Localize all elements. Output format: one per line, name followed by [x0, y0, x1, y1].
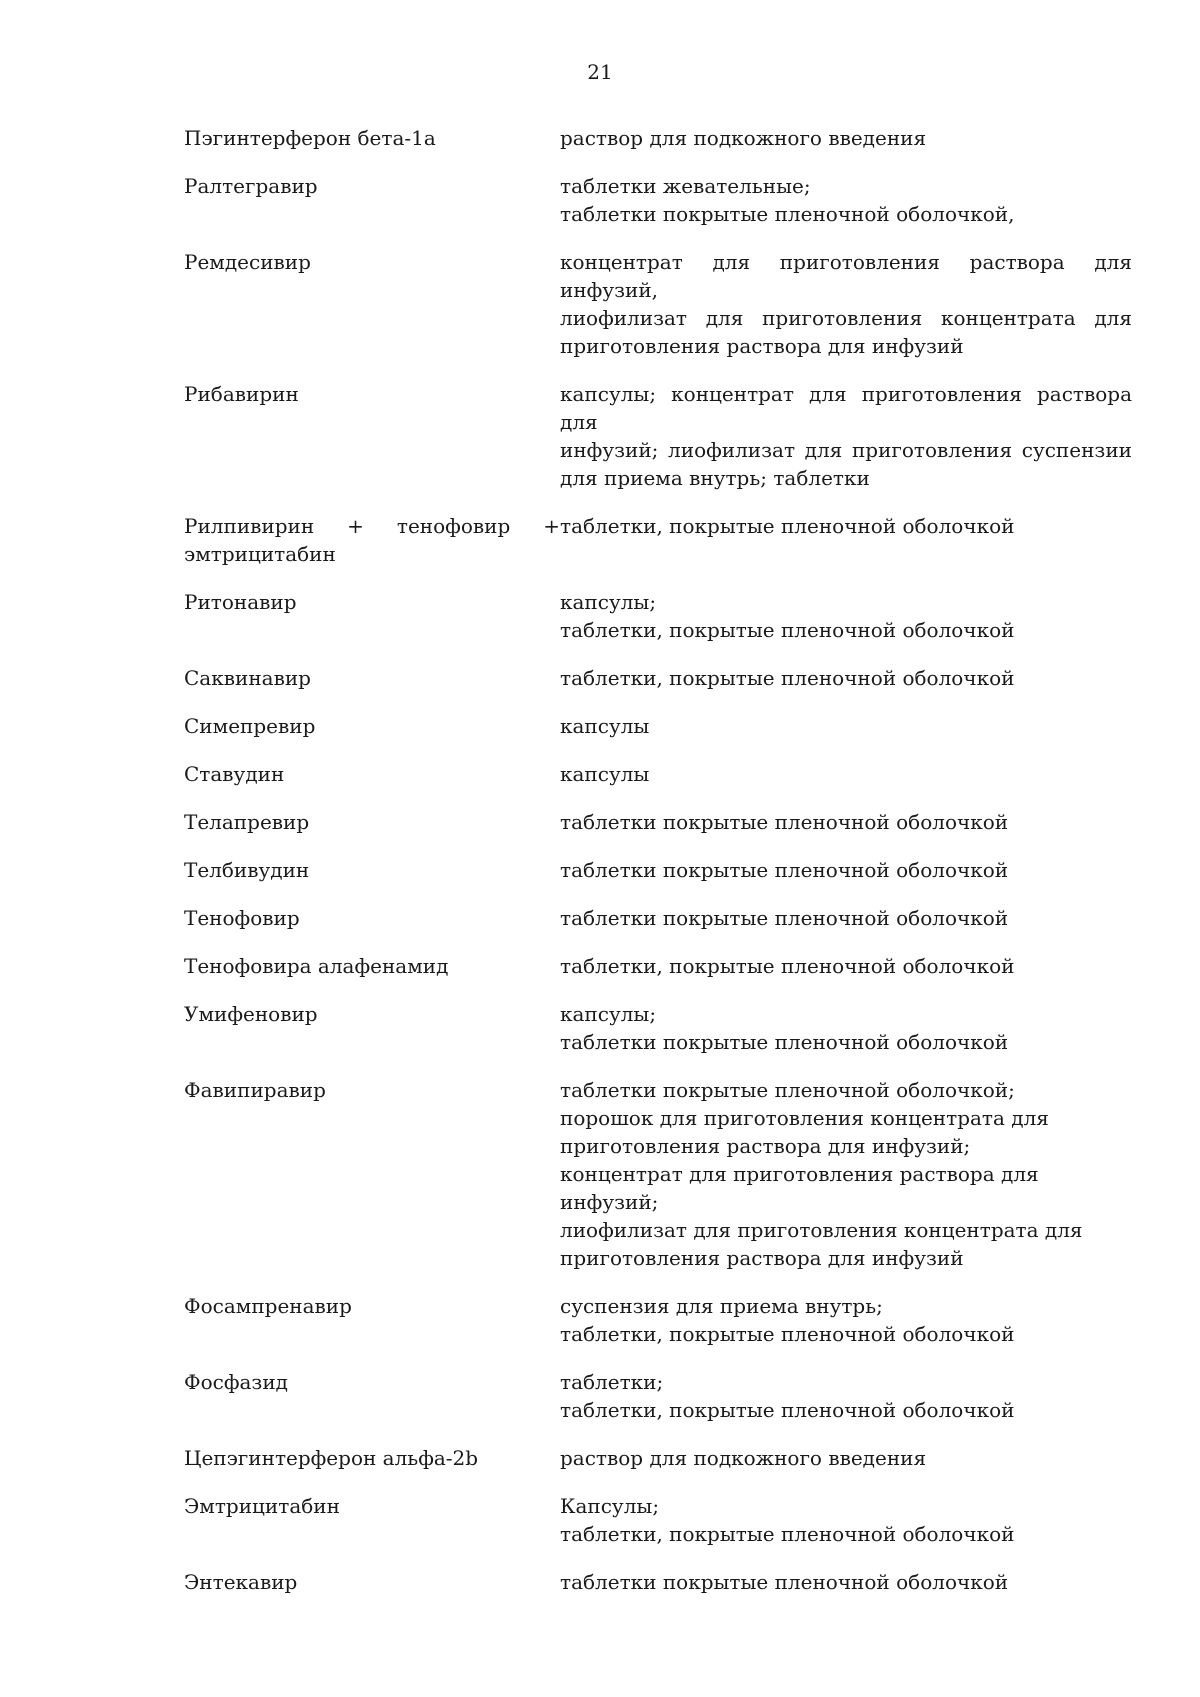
dosage-form-line: приготовления раствора для инфузий: [560, 334, 964, 358]
drug-row: [184, 952, 1132, 980]
drug-row: [184, 380, 1132, 492]
dosage-form-line: таблетки покрытые пленочной оболочкой: [560, 1030, 1009, 1054]
dosage-forms: [560, 1492, 1132, 1548]
dosage-form-line: суспензия для приема внутрь;: [560, 1294, 883, 1318]
drug-row: [184, 664, 1132, 692]
drug-row: [184, 712, 1132, 740]
drug-name-line: Фосфазид: [184, 1370, 288, 1394]
drug-name-line: Цепэгинтерферон альфа-2b: [184, 1446, 479, 1470]
dosage-forms: [560, 172, 1132, 228]
dosage-forms: [560, 856, 1132, 884]
drug-row: [184, 1076, 1132, 1272]
drug-name: [184, 712, 560, 740]
dosage-forms: [560, 124, 1132, 152]
dosage-form-line: таблетки, покрытые пленочной оболочкой: [560, 666, 1015, 690]
dosage-form-line: таблетки покрытые пленочной оболочкой: [560, 906, 1009, 930]
drug-name: [184, 808, 560, 836]
page-number: 21: [587, 60, 613, 84]
dosage-form-line: лиофилизат для приготовления концентрата для: [560, 306, 1132, 330]
dosage-form-line: капсулы: [560, 714, 650, 738]
drug-name: [184, 172, 560, 200]
dosage-forms: [560, 760, 1132, 788]
dosage-forms: [560, 904, 1132, 932]
drug-name: [184, 248, 560, 276]
dosage-form-line: таблетки;: [560, 1370, 664, 1394]
dosage-forms: [560, 1076, 1132, 1272]
drug-name: [184, 1568, 560, 1596]
drug-name: [184, 952, 560, 980]
drug-name: [184, 856, 560, 884]
dosage-forms: [560, 808, 1132, 836]
dosage-form-line: таблетки, покрытые пленочной оболочкой: [560, 1322, 1015, 1346]
drug-name-line: Телапревир: [184, 810, 310, 834]
dosage-forms: [560, 588, 1132, 644]
dosage-forms: [560, 1568, 1132, 1596]
drug-name-line: Пэгинтерферон бета-1а: [184, 126, 436, 150]
dosage-form-line: раствор для подкожного введения: [560, 1446, 927, 1470]
dosage-form-line: таблетки, покрытые пленочной оболочкой: [560, 514, 1015, 538]
dosage-form-line: концентрат для приготовления раствора для: [560, 1162, 1039, 1186]
drug-name-line: Тенофовира алафенамид: [184, 954, 449, 978]
dosage-forms: [560, 712, 1132, 740]
drug-row: [184, 124, 1132, 152]
drug-name-line: Симепревир: [184, 714, 316, 738]
dosage-form-line: лиофилизат для приготовления концентрата для: [560, 1218, 1083, 1242]
drug-row: [184, 248, 1132, 360]
dosage-forms: [560, 1000, 1132, 1056]
drug-name-line: Ставудин: [184, 762, 285, 786]
drug-name: [184, 1368, 560, 1396]
dosage-form-line: приготовления раствора для инфузий: [560, 1246, 964, 1270]
drug-name-line: Ритонавир: [184, 590, 297, 614]
drug-name-line: Ралтегравир: [184, 174, 318, 198]
dosage-form-line: приготовления раствора для инфузий;: [560, 1134, 971, 1158]
drug-name-line: Фавипиравир: [184, 1078, 326, 1102]
drug-name: [184, 1076, 560, 1104]
dosage-forms: [560, 248, 1132, 360]
drug-row: [184, 904, 1132, 932]
dosage-form-line: таблетки покрытые пленочной оболочкой;: [560, 1078, 1015, 1102]
dosage-form-line: таблетки покрытые пленочной оболочкой: [560, 858, 1009, 882]
drug-row: [184, 808, 1132, 836]
drug-row: [184, 1292, 1132, 1348]
drug-row: [184, 588, 1132, 644]
dosage-form-line: капсулы;: [560, 1002, 657, 1026]
dosage-form-line: инфузий;: [560, 1190, 659, 1214]
drug-name: [184, 1492, 560, 1520]
drug-name: [184, 512, 560, 568]
drug-name: [184, 1292, 560, 1320]
dosage-form-line: таблетки, покрытые пленочной оболочкой: [560, 618, 1015, 642]
drug-name: [184, 904, 560, 932]
dosage-forms: [560, 952, 1132, 980]
drug-name-line: Рибавирин: [184, 382, 299, 406]
drug-row: [184, 856, 1132, 884]
drug-row: [184, 1492, 1132, 1548]
drug-row: [184, 1000, 1132, 1056]
drug-row: [184, 1368, 1132, 1424]
dosage-form-line: таблетки покрытые пленочной оболочкой,: [560, 202, 1015, 226]
dosage-forms: [560, 1368, 1132, 1424]
drug-row: [184, 760, 1132, 788]
drug-name-line: Саквинавир: [184, 666, 311, 690]
dosage-form-line: таблетки, покрытые пленочной оболочкой: [560, 954, 1015, 978]
dosage-form-line: концентрат для приготовления раствора для инфузий,: [560, 250, 1132, 302]
dosage-form-line: раствор для подкожного введения: [560, 126, 927, 150]
dosage-form-line: таблетки покрытые пленочной оболочкой: [560, 1570, 1009, 1594]
drug-name-line: Фосампренавир: [184, 1294, 352, 1318]
dosage-forms: [560, 664, 1132, 692]
dosage-form-line: капсулы: [560, 762, 650, 786]
drug-name-line: Энтекавир: [184, 1570, 298, 1594]
drug-name: [184, 664, 560, 692]
drug-name-line: Рилпивирин + тенофовир +: [184, 514, 560, 538]
drug-name: [184, 1444, 560, 1472]
drug-list: [184, 124, 1132, 1616]
dosage-forms: [560, 512, 1132, 540]
dosage-form-line: капсулы; концентрат для приготовления раствора для: [560, 382, 1132, 434]
drug-name-line: эмтрицитабин: [184, 542, 336, 566]
drug-name-line: Умифеновир: [184, 1002, 318, 1026]
drug-name: [184, 1000, 560, 1028]
dosage-form-line: капсулы;: [560, 590, 657, 614]
dosage-forms: [560, 1292, 1132, 1348]
dosage-form-line: таблетки жевательные;: [560, 174, 811, 198]
dosage-form-line: таблетки, покрытые пленочной оболочкой: [560, 1398, 1015, 1422]
drug-name: [184, 760, 560, 788]
drug-row: [184, 1568, 1132, 1596]
dosage-form-line: Капсулы;: [560, 1494, 660, 1518]
dosage-forms: [560, 380, 1132, 492]
drug-name: [184, 380, 560, 408]
drug-row: [184, 512, 1132, 568]
dosage-form-line: таблетки, покрытые пленочной оболочкой: [560, 1522, 1015, 1546]
dosage-form-line: порошок для приготовления концентрата для: [560, 1106, 1049, 1130]
drug-name: [184, 588, 560, 616]
dosage-form-line: таблетки покрытые пленочной оболочкой: [560, 810, 1009, 834]
drug-name-line: Тенофовир: [184, 906, 300, 930]
dosage-form-line: инфузий; лиофилизат для приготовления суспензии: [560, 438, 1132, 462]
dosage-forms: [560, 1444, 1132, 1472]
drug-name-line: Ремдесивир: [184, 250, 311, 274]
drug-name-line: Телбивудин: [184, 858, 310, 882]
drug-name: [184, 124, 560, 152]
drug-row: [184, 1444, 1132, 1472]
dosage-form-line: для приема внутрь; таблетки: [560, 466, 870, 490]
drug-name-line: Эмтрицитабин: [184, 1494, 340, 1518]
drug-row: [184, 172, 1132, 228]
